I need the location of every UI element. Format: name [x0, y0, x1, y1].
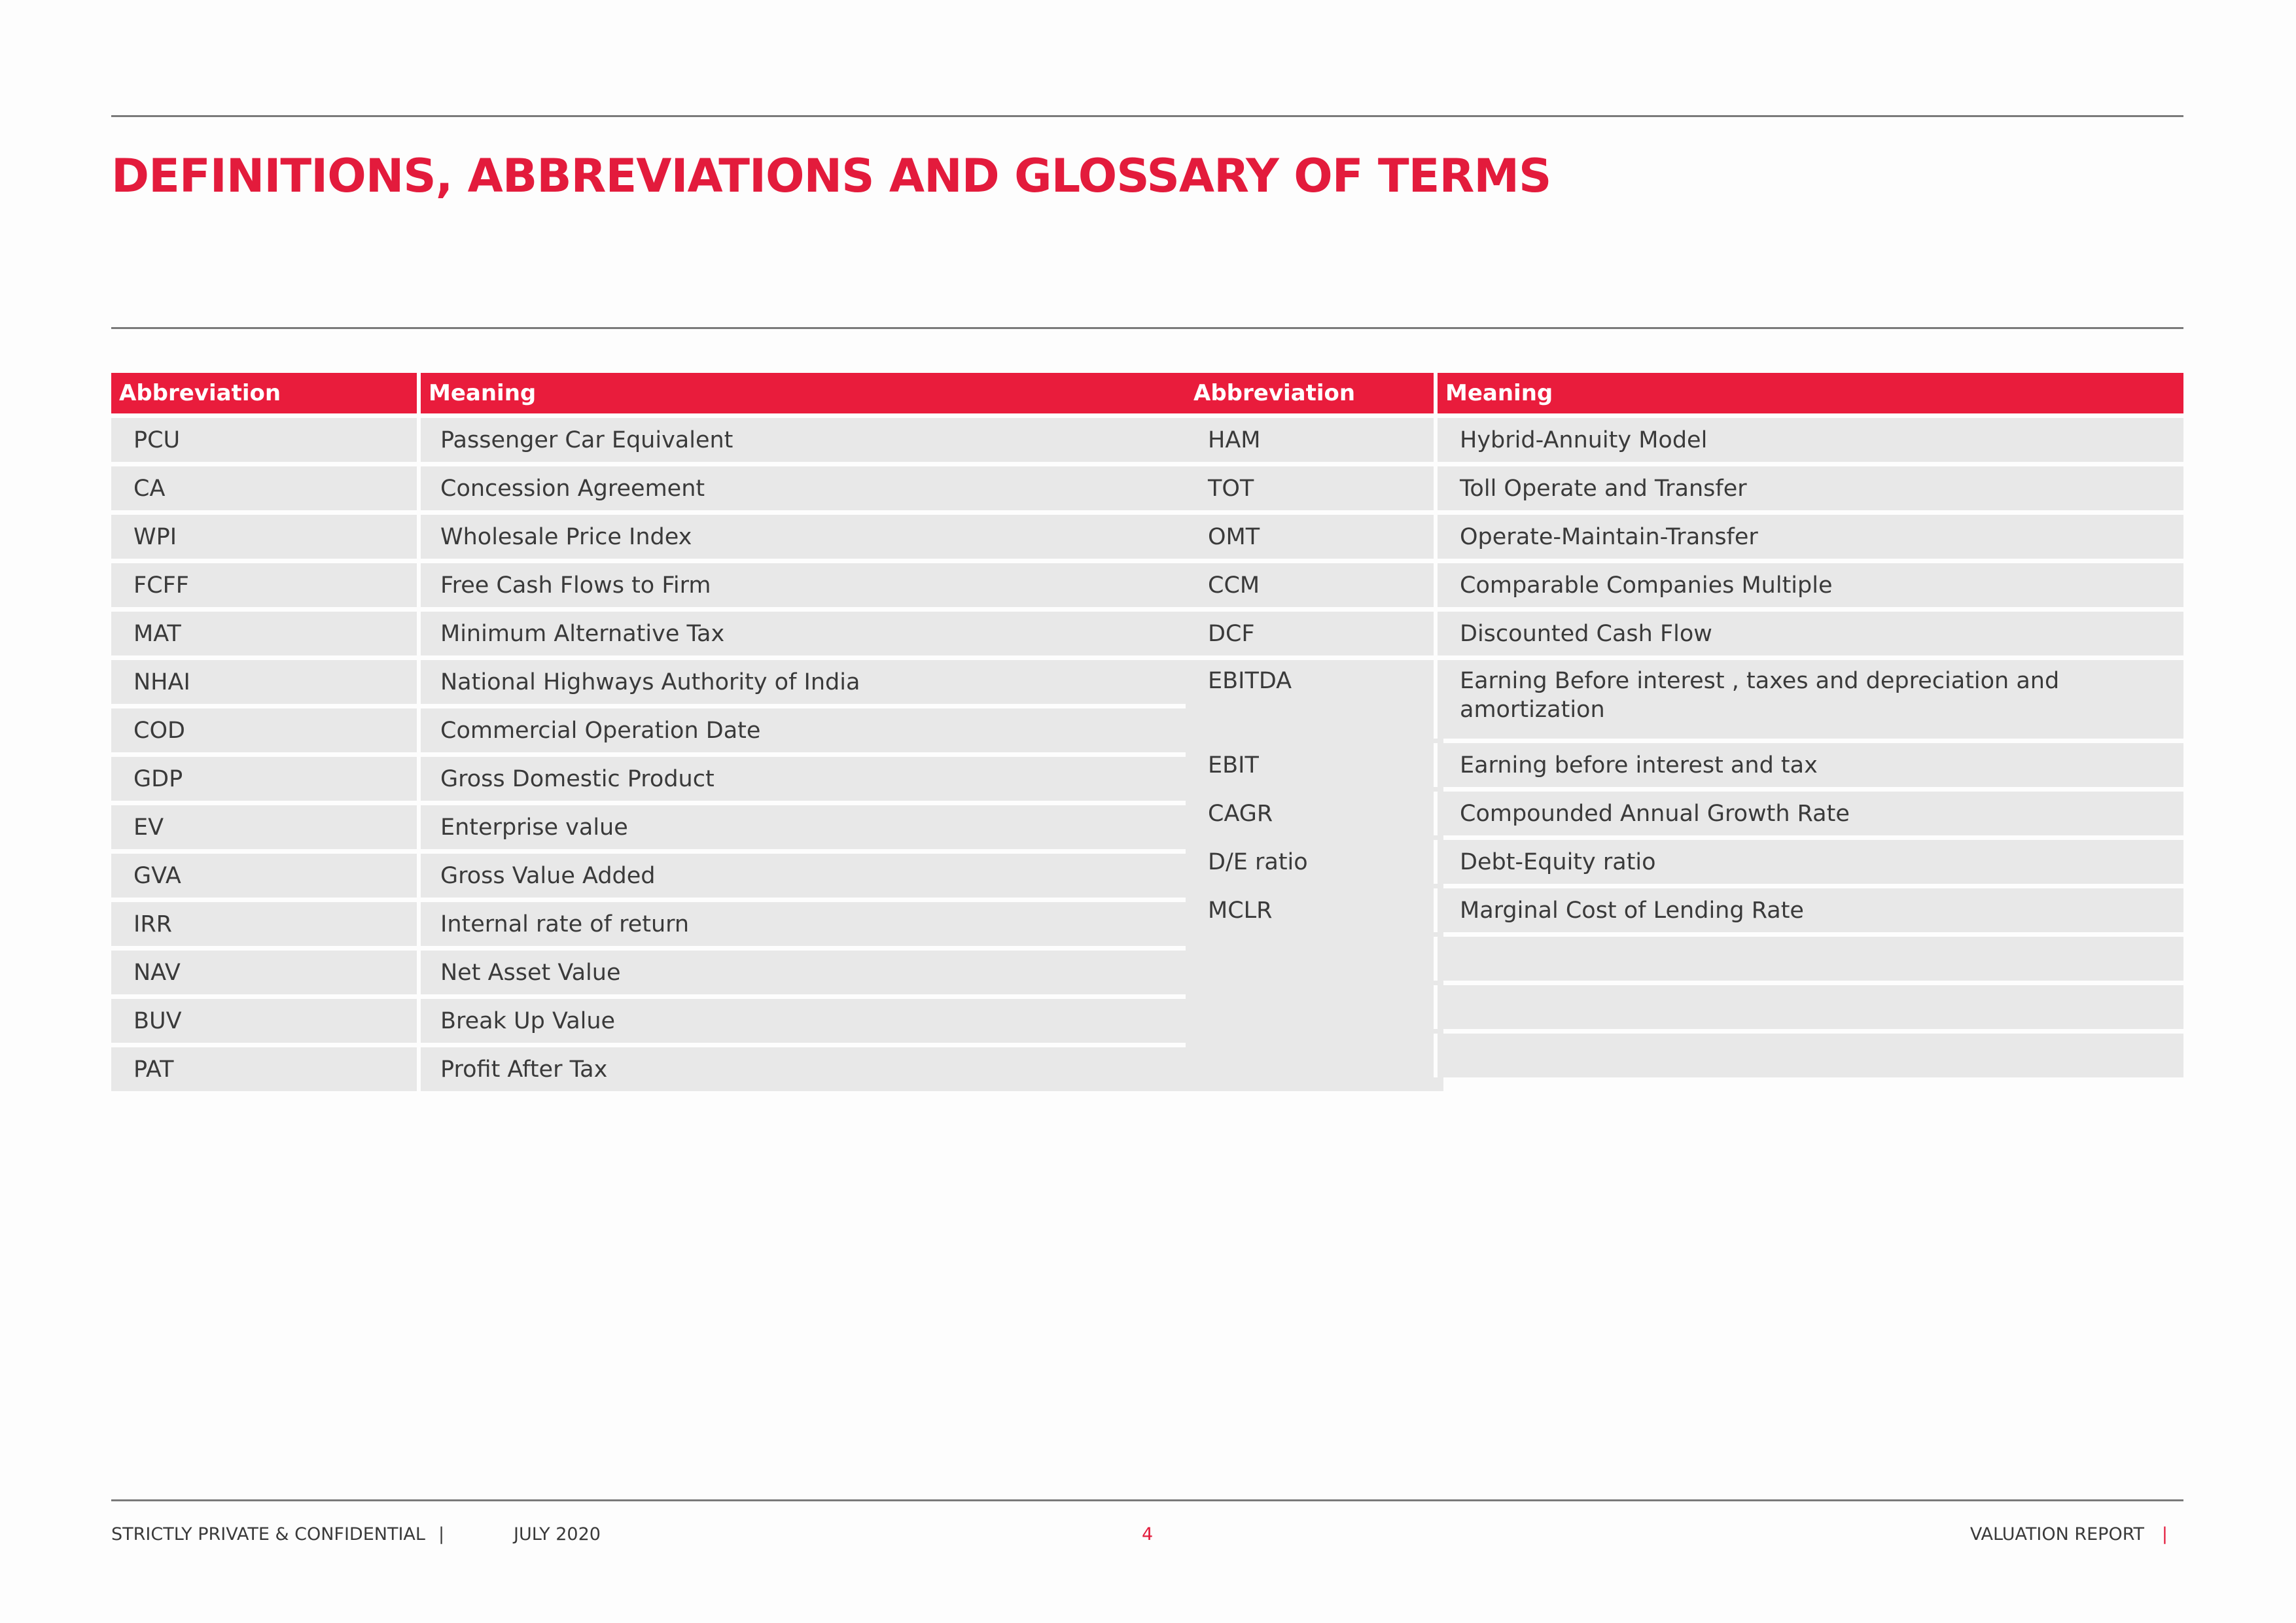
page-number: 4: [1142, 1524, 1154, 1544]
abbreviation-cell: [1186, 1034, 1438, 1077]
abbreviation-cell: PCU: [111, 418, 421, 462]
page-title: DEFINITIONS, ABBREVIATIONS AND GLOSSARY OF TERMS: [111, 149, 1551, 203]
abbreviation-cell: WPI: [111, 515, 421, 559]
abbreviation-cell: EBITDA: [1186, 660, 1438, 739]
meaning-cell: [1438, 985, 2183, 1029]
abbreviation-cell: NAV: [111, 951, 421, 994]
table-row: [1186, 840, 2183, 884]
footer-date: JULY 2020: [514, 1524, 601, 1544]
table-row: [1186, 612, 2183, 655]
meaning-cell: Passenger Car Equivalent: [421, 418, 1443, 462]
meaning-cell: Profit After Tax: [421, 1047, 1443, 1091]
meaning-cell: Gross Value Added: [421, 854, 1443, 898]
table-row: [1186, 792, 2183, 835]
abbreviation-cell: TOT: [1186, 466, 1438, 510]
table-row: [1186, 660, 2183, 739]
abbreviation-cell: DCF: [1186, 612, 1438, 655]
meaning-cell: Earning before interest and tax: [1438, 743, 2183, 787]
table-row: [1186, 1034, 2183, 1077]
table-row: [1186, 466, 2183, 510]
abbreviation-cell: CA: [111, 466, 421, 510]
meaning-cell: Operate-Maintain-Transfer: [1438, 515, 2183, 559]
abbreviation-cell: EV: [111, 805, 421, 849]
column-header-meaning: Meaning: [421, 373, 1443, 413]
abbreviation-cell: BUV: [111, 999, 421, 1043]
meaning-cell: Concession Agreement: [421, 466, 1443, 510]
meaning-cell: Gross Domestic Product: [421, 757, 1443, 801]
meaning-cell: Compounded Annual Growth Rate: [1438, 792, 2183, 835]
abbreviation-cell: GVA: [111, 854, 421, 898]
abbreviation-cell: D/E ratio: [1186, 840, 1438, 884]
abbreviation-cell: COD: [111, 708, 421, 752]
abbreviation-cell: IRR: [111, 902, 421, 946]
abbreviation-cell: MCLR: [1186, 888, 1438, 932]
meaning-cell: Discounted Cash Flow: [1438, 612, 2183, 655]
table-row: [1186, 515, 2183, 559]
abbreviation-cell: [1186, 985, 1438, 1029]
abbreviation-cell: MAT: [111, 612, 421, 655]
meaning-cell: Comparable Companies Multiple: [1438, 563, 2183, 607]
meaning-cell: Minimum Alternative Tax: [421, 612, 1443, 655]
table-row: [1186, 418, 2183, 462]
meaning-cell: Internal rate of return: [421, 902, 1443, 946]
footer-confidentiality: STRICTLY PRIVATE & CONFIDENTIAL: [111, 1524, 425, 1544]
top-divider: [111, 115, 2183, 117]
meaning-cell: [1438, 1034, 2183, 1077]
meaning-cell: Toll Operate and Transfer: [1438, 466, 2183, 510]
meaning-cell: Hybrid-Annuity Model: [1438, 418, 2183, 462]
abbreviation-cell: GDP: [111, 757, 421, 801]
meaning-cell: Debt-Equity ratio: [1438, 840, 2183, 884]
meaning-cell: Break Up Value: [421, 999, 1443, 1043]
meaning-cell: [1438, 937, 2183, 981]
footer-report-name: VALUATION REPORT: [1969, 1524, 2144, 1544]
abbreviation-cell: CAGR: [1186, 792, 1438, 835]
table-row: [1186, 937, 2183, 981]
meaning-cell: Commercial Operation Date: [421, 708, 1443, 752]
meaning-cell: Earning Before interest , taxes and depreciation and amortization: [1438, 660, 2183, 739]
column-header-abbreviation: Abbreviation: [1186, 373, 1438, 413]
column-header-abbreviation: Abbreviation: [111, 373, 421, 413]
abbreviation-table-right: [1186, 368, 2183, 1082]
meaning-cell: Enterprise value: [421, 805, 1443, 849]
meaning-cell: National Highways Authority of India: [421, 660, 1443, 704]
abbreviation-cell: PAT: [111, 1047, 421, 1091]
abbreviation-cell: NHAI: [111, 660, 421, 704]
footer-divider: [111, 1499, 2183, 1501]
meaning-cell: Wholesale Price Index: [421, 515, 1443, 559]
footer-separator: |: [438, 1524, 445, 1544]
meaning-cell: Net Asset Value: [421, 951, 1443, 994]
abbreviation-cell: HAM: [1186, 418, 1438, 462]
table-row: [1186, 985, 2183, 1029]
abbreviation-cell: OMT: [1186, 515, 1438, 559]
meaning-cell: Marginal Cost of Lending Rate: [1438, 888, 2183, 932]
table-row: [1186, 743, 2183, 787]
abbreviation-cell: FCFF: [111, 563, 421, 607]
table-row: [1186, 888, 2183, 932]
abbreviation-cell: [1186, 937, 1438, 981]
abbreviation-cell: CCM: [1186, 563, 1438, 607]
title-divider: [111, 327, 2183, 329]
meaning-cell: Free Cash Flows to Firm: [421, 563, 1443, 607]
footer-separator-right: |: [2161, 1524, 2168, 1544]
abbreviation-cell: EBIT: [1186, 743, 1438, 787]
table-row: [1186, 563, 2183, 607]
column-header-meaning: Meaning: [1438, 373, 2183, 413]
table-header-row: [1186, 373, 2183, 413]
